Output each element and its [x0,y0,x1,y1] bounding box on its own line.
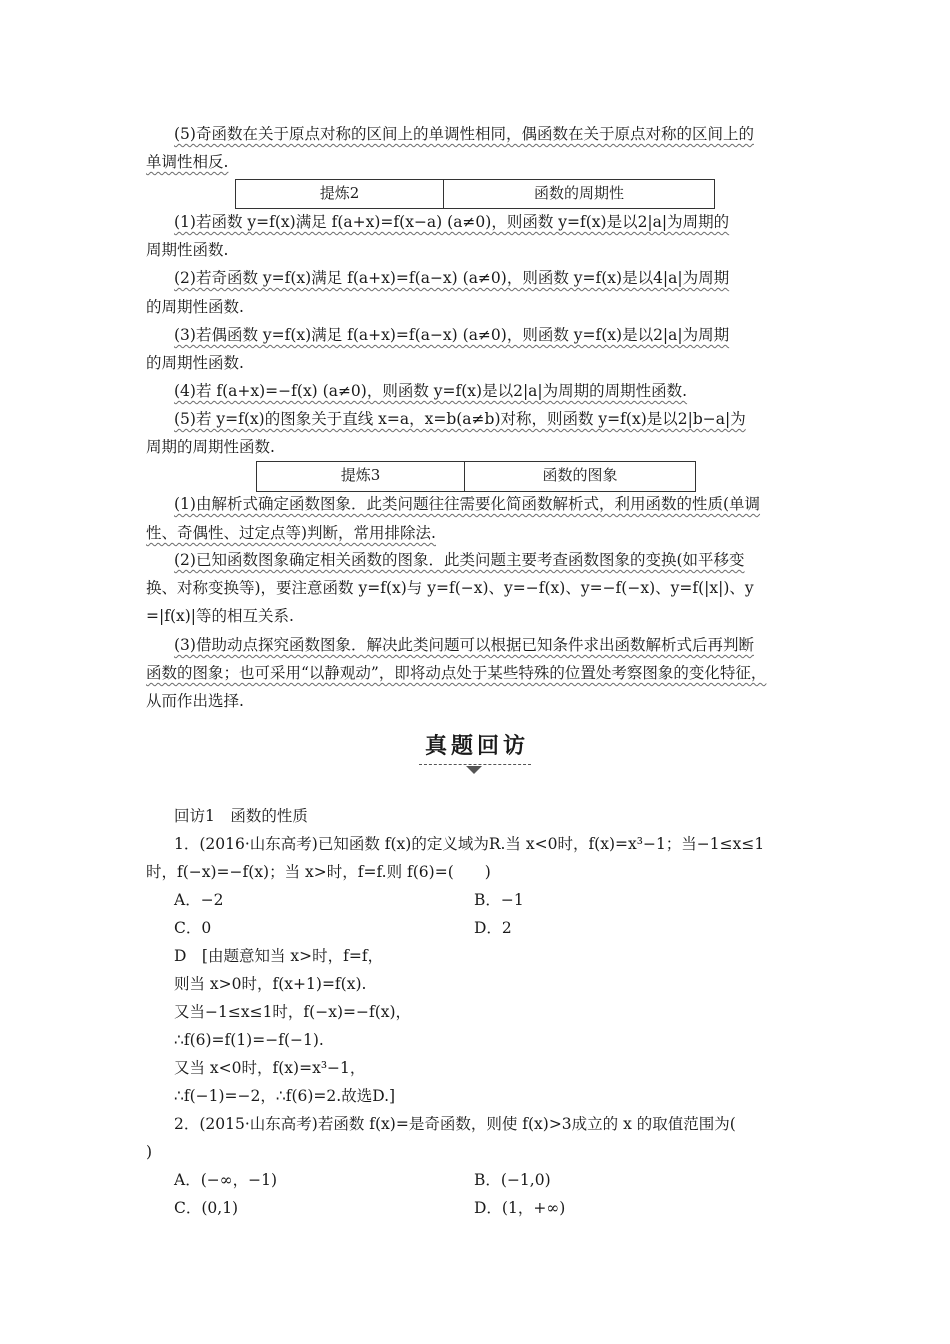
answer-line: 又当 x<0时，f(x)=x³−1， [174,1059,366,1077]
answer-line: 又当−1≤x≤1时，f(−x)=−f(x)， [174,1003,412,1021]
paragraph-line: 从而作出选择. [146,692,244,710]
paragraph-line: (3)借助动点探究函数图象．解决此类问题可以根据已知条件求出函数解析式后再判断 [174,636,754,654]
question-line: 时，f(−x)=−f(x)；当 x>时，f=f.则 f(6)=( ) [146,863,491,881]
summary-table-3 [256,461,696,492]
section-heading-text: 真题回访 [419,733,531,765]
answer-line: 则当 x>0时，f(x+1)=f(x). [174,975,367,993]
paragraph-line: 换、对称变换等)，要注意函数 y=f(x)与 y=f(−x)、y=−f(x)、y=−f(−x)、y=f(|x|)、y [146,579,754,597]
option-c: C．0 [174,919,212,937]
paragraph-line [174,124,810,144]
triangle-marker-icon [466,766,482,774]
paragraph-line: 函数的图象；也可采用“以静观动”，即将动点处于某些特殊的位置处考察图象的变化特征， [146,664,767,682]
paragraph-line: (2)若奇函数 y=f(x)满足 f(a+x)=f(a−x) (a≠0)，则函数 y=f(x)是以4|a|为周期 [174,269,730,287]
paragraph-line: (3)若偶函数 y=f(x)满足 f(a+x)=f(a−x) (a≠0)，则函数 y=f(x)是以2|a|为周期 [174,326,730,344]
paragraph-line: 周期性函数. [146,241,229,259]
question-line: 1．(2016·山东高考)已知函数 f(x)的定义域为R.当 x<0时，f(x)=x³−1；当−1≤x≤1 [174,835,765,853]
paragraph-line: 的周期性函数. [146,354,244,372]
wavy-text: (5)奇函数在关于原点对称的区间上的单调性相同，偶函数在关于原点对称的区间上的 [174,125,754,143]
review-title: 回访1 函数的性质 [174,807,308,825]
paragraph-line: 性、奇偶性、过定点等)判断，常用排除法. [146,524,436,542]
paragraph-line: (5)若 y=f(x)的图象关于直线 x=a，x=b(a≠b)对称，则函数 y=f(x)是以2|b−a|为 [174,410,746,428]
option-a: A．(−∞，−1) [174,1171,278,1189]
wavy-text: 单调性相反. [146,153,229,171]
answer-line: ∴f(6)=f(1)=−f(−1). [174,1031,324,1049]
paragraph-line: (1)若函数 y=f(x)满足 f(a+x)=f(x−a) (a≠0)，则函数 y=f(x)是以2|a|为周期的 [174,213,730,231]
paragraph-line [146,152,810,172]
option-d: D．(1，+∞) [474,1199,566,1217]
summary-table-2 [235,179,715,209]
option-a: A．−2 [174,891,224,909]
paragraph-line: =|f(x)|等的相互关系. [146,607,294,625]
question-line: ) [146,1143,153,1161]
option-b: B．(−1,0) [474,1171,551,1189]
paragraph-line: (2)已知函数图象确定相关函数的图象．此类问题主要考查函数图象的变换(如平移变 [174,551,745,569]
option-c: C．(0,1) [174,1199,239,1217]
answer-line: ∴f(−1)=−2，∴f(6)=2.故选D.] [174,1087,396,1105]
option-d: D．2 [474,919,512,937]
option-b: B．−1 [474,891,524,909]
section-heading [0,733,950,765]
answer-line: D [由题意知当 x>时，f=f， [174,947,384,965]
paragraph-line: (1)由解析式确定函数图象．此类问题往往需要化简函数解析式，利用函数的性质(单调 [174,495,761,513]
paragraph-line: 的周期性函数. [146,298,244,316]
table-cell-label: 提炼2 [236,180,444,208]
paragraph-line: (4)若 f(a+x)=−f(x) (a≠0)，则函数 y=f(x)是以2|a|为周期的周期性函数. [174,382,688,400]
table-cell-topic: 函数的图象 [542,466,618,484]
question-line: 2．(2015·山东高考)若函数 f(x)=是奇函数，则使 f(x)>3成立的 x 的取值范围为( [174,1115,736,1133]
table-cell-topic: 函数的周期性 [533,184,624,202]
table-cell-label: 提炼3 [257,462,465,491]
paragraph-line: 周期的周期性函数. [146,438,275,456]
